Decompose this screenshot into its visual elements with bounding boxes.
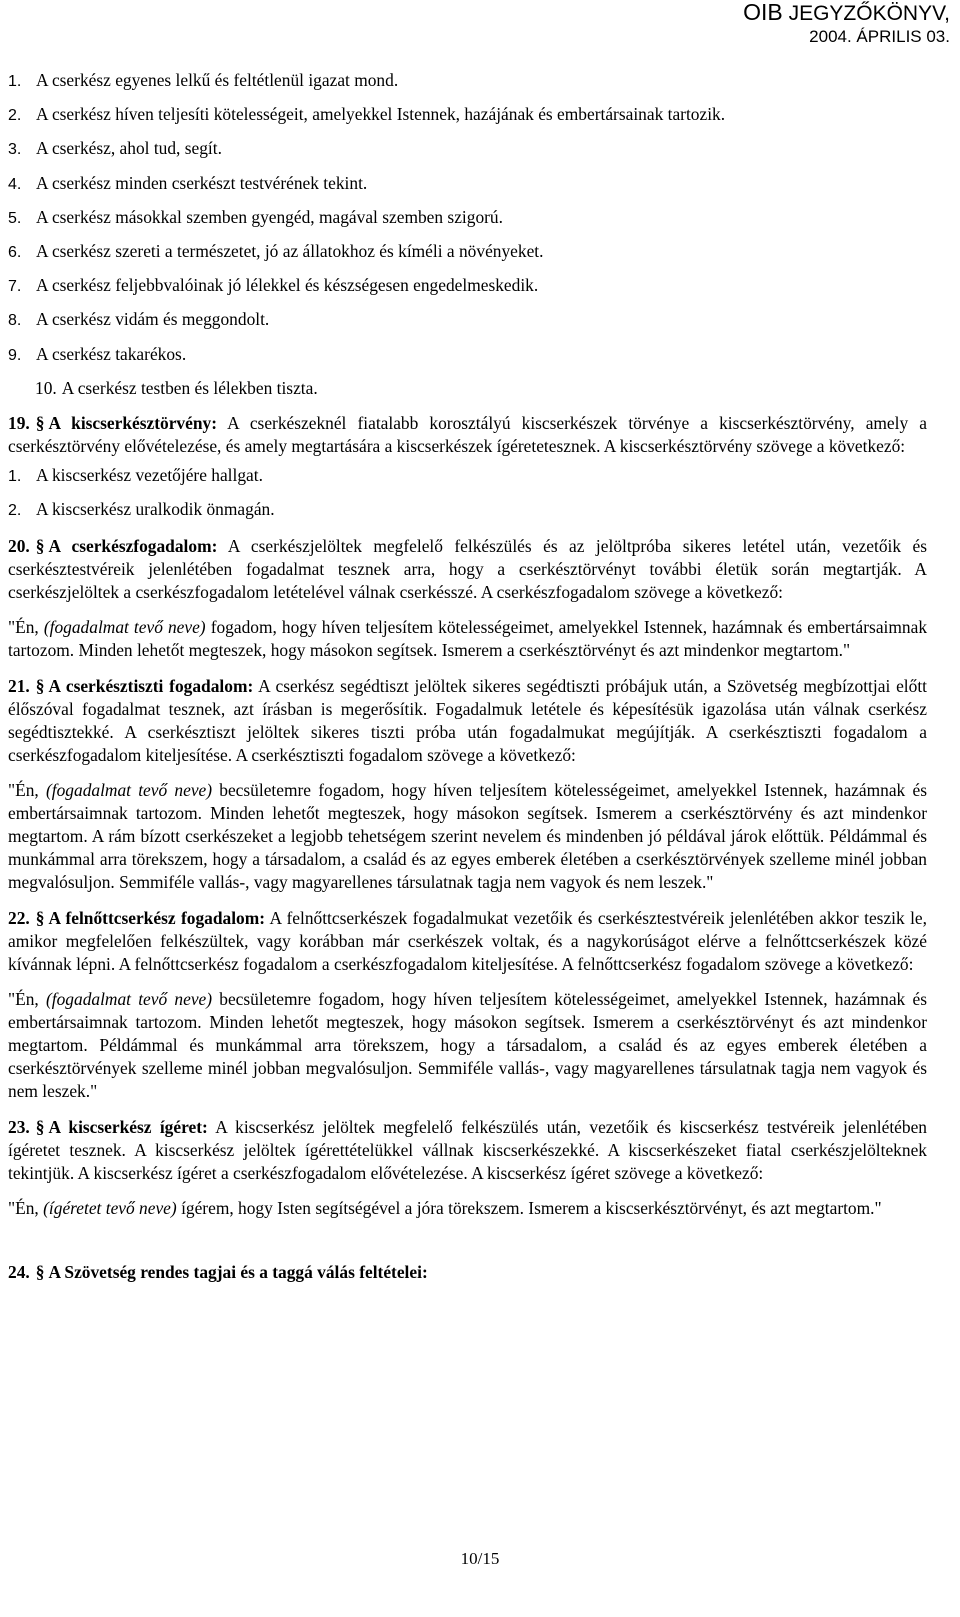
cub-law-list [8, 458, 927, 526]
law-item-number: 5. [8, 209, 22, 227]
oath-name-placeholder: (fogadalmat tevő neve) [45, 779, 213, 800]
law-item [8, 302, 927, 336]
section-sign: § [35, 535, 45, 556]
header-doc: JEGYZŐKÖNYV, [788, 2, 950, 25]
section-title: A cserkésztiszti fogadalom: [48, 675, 254, 696]
section-sign: § [35, 1116, 45, 1137]
header-org: OIB [743, 0, 783, 25]
oath-name-placeholder: (ígéretet tevő neve) [43, 1197, 177, 1218]
cub-law-item-number: 2. [8, 501, 22, 519]
oath-text: "Én, (fogadalmat tevő neve) becsületemre fogadom, hogy híven teljesítem kötelességeimet, amelyekkel Istennek, hazámnak és embertársaimnak tartozom. Minden lehetőt megteszek, hogy másokon segítsek. Ismerem a cserkésztörvényt és azt mindenkor megtartom. Példámmal és munkámmal arra törekszem, hogy a társadalom, a család és az egyes emberek életében a cserkésztörvények szelleme minél jobban megvalósuljon. Semmiféle vallás-, vagy magyarellenes társulatnak tagja nem vagyok és nem leszek." [8, 988, 927, 1101]
section-title: A kiscserkész ígéret: [48, 1116, 208, 1137]
section-number: 21. [8, 675, 30, 696]
oath-name-placeholder: (fogadalmat tevő neve) [45, 988, 213, 1009]
cub-law-item-number: 1. [8, 467, 22, 485]
cub-law-item-text: A kiscserkész vezetőjére hallgat. [36, 464, 263, 485]
section-title: A cserkészfogadalom: [48, 535, 218, 556]
law-item-text: A cserkész testben és lélekben tiszta. [61, 377, 318, 398]
oath-text: "Én, (fogadalmat tevő neve) fogadom, hogy híven teljesítem kötelességeimet, amelyekkel Istennek, hazámnak és embertársaimnak tartozom. Minden lehetőt megteszek, hogy másokon segítsek. Ismerem a cserkésztörvényt és azt mindenkor megtartom." [8, 616, 928, 660]
law-item-text: A cserkész másokkal szemben gyengéd, magával szemben szigorú. [36, 206, 503, 227]
section-number: 24. [8, 1261, 30, 1282]
law-item-number: 10. [35, 377, 57, 398]
law-item-text: A cserkész vidám és meggondolt. [36, 309, 270, 330]
law-item [8, 234, 927, 268]
section-sign: § [35, 907, 45, 928]
section-text: A felnőttcserkészek fogadalmukat vezetőik és cserkésztestvéreik jelenlétében akkor teszik le, amikor megfelelően felkészültek, vagy korábban már cserkészek voltak, és a nagykorúságot elérve a felnőttcserkészek közé kívánnak lépni. A felnőttcserkész fogadalom a cserkészfogadalom kiteljesítése. A felnőttcserkész fogadalom szövege a következő: [8, 907, 928, 974]
law-item-text: A cserkész, ahol tud, segít. [36, 138, 222, 159]
oath-name-placeholder: (fogadalmat tevő neve) [43, 616, 206, 637]
law-item-text: A cserkész egyenes lelkű és feltétlenül igazat mond. [36, 70, 399, 90]
section-sign: § [35, 412, 45, 433]
section-title: A Szövetség rendes tagjai és a taggá válás feltételei: [48, 1261, 428, 1282]
law-item-number: 6. [8, 243, 22, 261]
oath-text: "Én, (ígéretet tevő neve) ígérem, hogy Isten segítségével a jóra törekszem. Ismerem a kiscserkésztörvényt, és azt megtartom." [8, 1197, 882, 1218]
cub-law-item [8, 458, 927, 492]
law-item-number: 2. [8, 107, 22, 125]
section-20 [8, 535, 927, 604]
section-23 [8, 1116, 927, 1185]
law-item [8, 337, 927, 371]
oath-text: "Én, (fogadalmat tevő neve) becsületemre fogadom, hogy híven teljesítem kötelességeimet, amelyekkel Istennek, hazámnak és embertársaimnak tartozom. Minden lehetőt megteszek, hogy másokon segítsek. Ismerem a cserkésztörvény és azt mindenkor megtartom. A rám bízott cserkészeket a legjobb tehetségem szerint nevelem és mindenben jó példával járok előttük. Példámmal és munkámmal arra törekszem, hogy a társadalom, a család és az egyes emberek életében a cserkésztörvények szelleme minél jobban megvalósuljon. Semmiféle vallás-, vagy magyarellenes társulatnak tagja nem vagyok és nem leszek." [8, 779, 927, 892]
law-item-text: A cserkész szereti a természetet, jó az állatokhoz és kíméli a növényeket. [36, 240, 544, 261]
section-24 [8, 1261, 927, 1284]
law-item [8, 63, 927, 97]
law-item-number: 4. [8, 175, 22, 193]
law-item [8, 371, 927, 405]
page-header [743, 0, 950, 48]
section-text: A cserkész segédtiszt jelöltek sikeres segédtiszti próbájuk után, a Szövetség megbízottjai előtt élőszóval fogadalmat tesznek, azt írásban is megerősítik. Fogadalmuk letétele és képesítésük igazolása után válnak cserkész segédtisztekké. A cserkésztiszt jelöltek sikeres tiszti próba után fogadalmukat megújítják. A cserkésztiszti fogadalom a cserkészfogadalom kiteljesítése. A cserkésztiszti fogadalom szövege a következő: [8, 675, 927, 765]
section-text: A cserkészeknél fiatalabb korosztályú kiscserkészek törvénye a kiscserkésztörvény, amely a cserkésztörvény elővételezése, és amely megtartására a kiscserkészek ígéretetesznek. A kiscserkésztörvény szövege a következő: [8, 412, 927, 456]
section-number: 19. [8, 412, 30, 433]
header-date: 2004. ÁPRILIS 03. [809, 27, 950, 46]
section-text: A cserkészjelöltek megfelelő felkészülés és az jelöltpróba sikeres letétel után, vezetőik és cserkésztestvéreik jelenlétében fogadalmat tesznek arra, hogy a cserkésztörvényt további életük során megtartják. A cserkészjelöltek a cserkészfogadalom letételével válnak cserkésszé. A cserkészfogadalom szövege a következő: [8, 535, 927, 602]
law-item-text: A cserkész takarékos. [36, 343, 187, 364]
section-number: 23. [8, 1116, 30, 1137]
law-item-number: 8. [8, 312, 22, 330]
cub-law-item-text: A kiscserkész uralkodik önmagán. [36, 498, 275, 519]
section-title: A kiscserkésztörvény: [48, 412, 217, 433]
section-sign: § [35, 675, 45, 696]
law-item-number: 9. [8, 346, 22, 364]
law-item [8, 268, 927, 302]
law-item-number: 3. [8, 141, 22, 159]
section-title: A felnőttcserkész fogadalom: [48, 907, 266, 928]
law-item-text: A cserkész feljebbvalóinak jó lélekkel és készségesen engedelmeskedik. [36, 275, 539, 296]
law-item [8, 200, 927, 234]
section-sign: § [35, 1261, 45, 1282]
cub-law-item [8, 492, 927, 526]
law-item-number: 1. [8, 73, 22, 90]
page-number: 10/15 [460, 1549, 500, 1568]
section-number: 22. [8, 907, 30, 928]
section-22 [8, 907, 927, 976]
scout-law-list [8, 63, 927, 405]
document-body [8, 63, 927, 1284]
section-21 [8, 675, 927, 767]
law-item [8, 166, 927, 200]
law-item-text: A cserkész híven teljesíti kötelességeit, amelyekkel Istennek, hazájának és embertársainak tartozik. [36, 104, 726, 125]
section-19 [8, 412, 927, 458]
law-item [8, 97, 927, 131]
law-item-text: A cserkész minden cserkészt testvérének tekint. [36, 172, 368, 193]
section-number: 20. [8, 535, 30, 556]
section-text: A kiscserkész jelöltek megfelelő felkészülés után, vezetőik és kiscserkész testvéreik jelenlétében ígéretet tesznek. A kiscserkész jelöltek ígérettételükkel vállnak kiscserkészekké. A kiscserkészeket fiatal cserkészjelölteknek tekintjük. A kiscserkész ígéret a cserkészfogadalom elővételezése. A kiscserkész ígéret szövege a következő: [8, 1116, 927, 1183]
law-item [8, 131, 927, 165]
law-item-number: 7. [8, 278, 22, 296]
